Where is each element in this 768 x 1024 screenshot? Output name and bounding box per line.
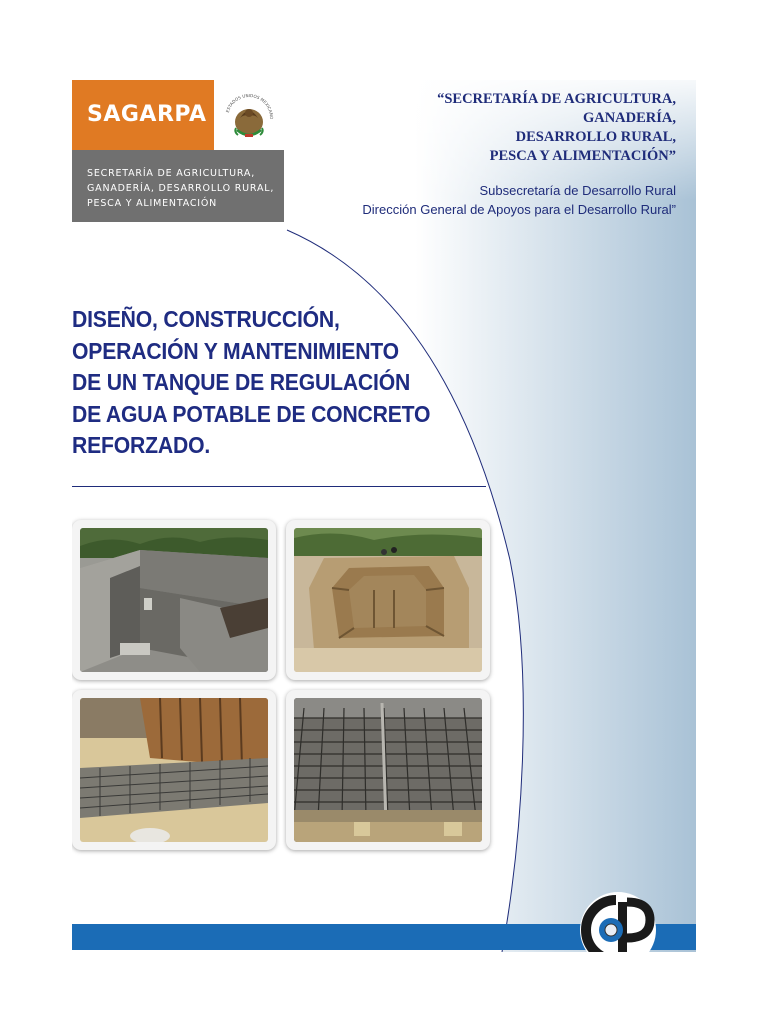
rebar-slab-mesh-photo [286, 690, 490, 850]
concrete-tank-walls-photo [72, 520, 276, 680]
rebar-cage-formwork-photo [72, 690, 276, 850]
document-title [72, 304, 431, 462]
mexican-coat-of-arms-icon [214, 80, 284, 150]
sagarpa-subtitle-line: PESCA Y ALIMENTACIÓN [87, 198, 218, 209]
document-cover [72, 80, 696, 952]
title-line: DE UN TANQUE DE REGULACIÓN [72, 369, 411, 395]
direccion-text: Dirección General de Apoyos para el Desarrollo Rural” [362, 202, 676, 217]
title-line: DISEÑO, CONSTRUCCIÓN, [72, 306, 340, 332]
svg-text:ESTADOS UNIDOS MEXICANOS: ESTADOS UNIDOS MEXICANO [224, 92, 275, 120]
title-divider [72, 486, 486, 487]
ministry-heading-line: DESARROLLO RURAL, [515, 129, 676, 145]
octagonal-tank-formwork-photo [286, 520, 490, 680]
sagarpa-logo [72, 80, 284, 222]
ministry-heading-line: PESCA Y ALIMENTACIÓN” [489, 148, 676, 164]
title-line: REFORZADO. [72, 432, 211, 458]
department-heading [256, 181, 676, 219]
subsecretaria-text: Subsecretaría de Desarrollo Rural [479, 183, 676, 198]
sagarpa-subtitle-line: GANADERÍA, DESARROLLO RURAL, [87, 183, 275, 194]
ministry-heading-line: GANADERÍA, [582, 110, 676, 126]
ministry-heading [316, 90, 676, 166]
sagarpa-subtitle-line: SECRETARÍA DE AGRICULTURA, [87, 168, 256, 179]
sagarpa-subtitle-box [72, 150, 284, 222]
cp-logo-letters [578, 890, 658, 952]
sagarpa-brand-box [72, 80, 214, 150]
colegio-postgraduados-logo-icon [578, 890, 658, 952]
title-line: DE AGUA POTABLE DE CONCRETO [72, 400, 431, 427]
ministry-heading-line: “SECRETARÍA DE AGRICULTURA, [437, 91, 676, 107]
sagarpa-brand-text: SAGARPA [87, 102, 207, 127]
title-line: OPERACIÓN Y MANTENIMIENTO [72, 337, 399, 364]
